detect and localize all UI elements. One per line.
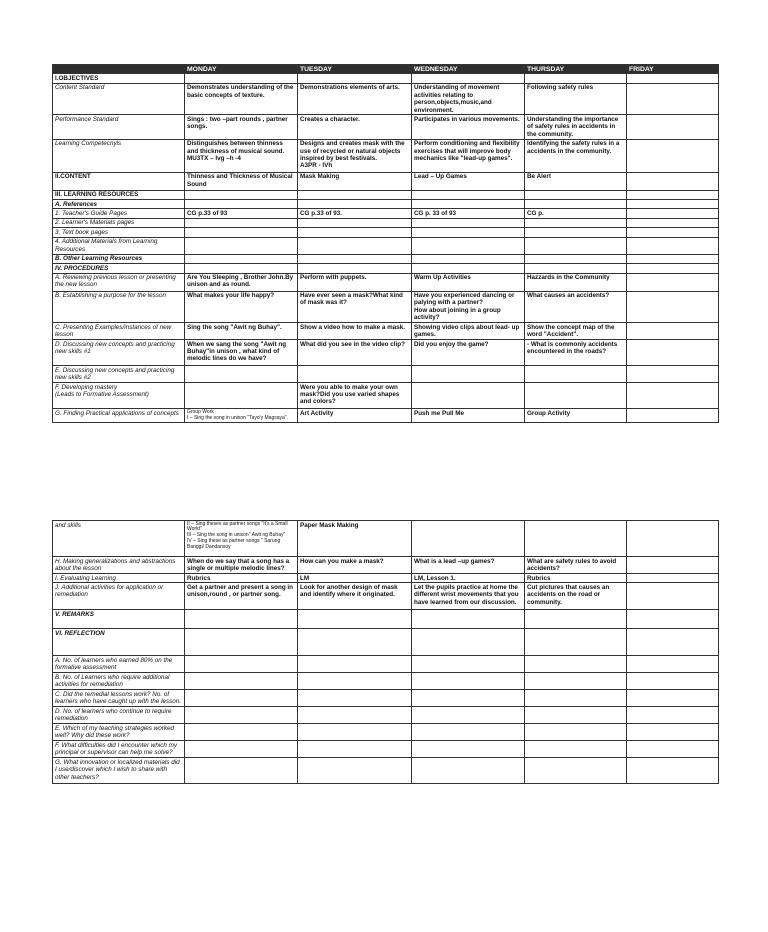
cell: Push me Pull Me (412, 409, 525, 423)
cell: CG p. 33 of 93 (412, 209, 525, 218)
cell: Rubrics (525, 574, 627, 583)
table-row (53, 409, 719, 423)
section-procedures: IV. PROCEDURES (53, 264, 185, 273)
cell: Group Work I – Sing the song in unison "Tayo'y Magsaya". (185, 409, 298, 423)
section-objectives: I.OBJECTIVES (53, 74, 185, 83)
objectives-row (53, 74, 719, 83)
cell: Thinness and Thickness of Musical Sound (185, 172, 298, 190)
cell: What causes an accidents? (525, 291, 627, 323)
table-row (53, 139, 719, 172)
table-row (53, 218, 719, 227)
row-label: A. No. of learners who earned 80% on the formative assessment (53, 656, 185, 673)
cell: Hazzards in the Community (525, 273, 627, 291)
cell: II – Sing theses as partner songs "It's a Small World" III – Sing the song in unison" Awit ng Buhay" IV – Sing these as partner songs " Sarung Banggi/ Dandansoy (185, 521, 298, 557)
row-label: 4. Additional Materials from Learning Resources (53, 237, 185, 254)
cell: When we sang the song "Awit ng Buhay"in unison , what kind of melodic lines do we have? (185, 340, 298, 366)
section-references: A. References (53, 200, 185, 209)
section-other-resources: B. Other Learning Resources (53, 254, 185, 263)
cell: LM, Lesson 1. (412, 574, 525, 583)
cell: Creates a character. (298, 115, 412, 139)
cell: Be Alert (525, 172, 627, 190)
cell: Distinguishes between thinness and thickness of musical sound. MU3TX – Ivg –h -4 (185, 139, 298, 172)
table-row (53, 264, 719, 273)
cell (627, 115, 719, 139)
cell (412, 383, 525, 409)
day-header-row (53, 65, 719, 74)
row-label: C. Did the remedial lessons work? No. of learners who have caught up with the lesson. (53, 690, 185, 707)
row-label: and skills (53, 521, 185, 557)
cell (627, 323, 719, 340)
cell: Sing the song "Awit ng Buhay". (185, 323, 298, 340)
section-remarks: V. REMARKS (53, 610, 185, 629)
row-label: Content Standard (53, 83, 185, 115)
table-row (53, 707, 719, 724)
row-label: E. Which of my teaching strategies worked well? Why did these work? (53, 724, 185, 741)
table-row (53, 83, 719, 115)
table-row (53, 758, 719, 784)
cell: Lead – Up Games (412, 172, 525, 190)
cell: What is a lead –up games? (412, 557, 525, 574)
cell: Demonstrates understanding of the basic concepts of texture. (185, 83, 298, 115)
table-row (53, 254, 719, 263)
cell (185, 383, 298, 409)
header-tuesday: TUESDAY (298, 65, 412, 74)
cell (627, 383, 719, 409)
cell: Understanding of movement activities relating to person,objects,music,and environment. (412, 83, 525, 115)
row-label: E. Discussing new concepts and practicing new skills #2 (53, 366, 185, 383)
row-label: 2. Learner's Materials pages (53, 218, 185, 227)
row-label: II.CONTENT (53, 172, 185, 190)
row-label: H. Making generalizations and abstractions about the lesson (53, 557, 185, 574)
cell: How can you make a mask? (298, 557, 412, 574)
table-row (53, 610, 719, 629)
cell: CG p. (525, 209, 627, 218)
table-row (53, 583, 719, 610)
row-label: F. What difficulties did I encounter which my principal or supervisor can help me solve? (53, 741, 185, 758)
table-row (53, 209, 719, 218)
row-label: G. Finding Practical applications of concepts (53, 409, 185, 423)
cell: Cut pictures that causes an accidents on the road or community. (525, 583, 627, 610)
cell: When do we say that a song has a single or multiple melodic lines? (185, 557, 298, 574)
table-row (53, 228, 719, 237)
cell (627, 291, 719, 323)
cell: Understanding the importance of safety rules in accidents in the community. (525, 115, 627, 139)
section-resources: III. LEARNING RESOURCES (53, 190, 185, 199)
cell: Let the pupils practice at home the different wrist movements that you have learned from our discussion. (412, 583, 525, 610)
table-row (53, 115, 719, 139)
table-row (53, 574, 719, 583)
cell: Show a video how to make a mask. (298, 323, 412, 340)
header-thursday: THURSDAY (525, 65, 627, 74)
row-label: 1. Teacher's Guide Pages (53, 209, 185, 218)
table-row (53, 273, 719, 291)
row-label: B. Establishing a purpose for the lesson (53, 291, 185, 323)
row-label: 3. Text book pages (53, 228, 185, 237)
row-label: I. Evaluating Learning (53, 574, 185, 583)
cell: CG p.33 of 93. (298, 209, 412, 218)
cell: Demonstrations elements of arts. (298, 83, 412, 115)
row-label: A. Reviewing previous lesson or presenting the new lesson (53, 273, 185, 291)
table-row (53, 323, 719, 340)
cell: Were you able to make your own mask?Did you use varied shapes and colors? (298, 383, 412, 409)
table-row (53, 172, 719, 190)
cell: Have ever seen a mask?What kind of mask was it? (298, 291, 412, 323)
cell: Showing video clips about lead- up games. (412, 323, 525, 340)
row-label: C. Presenting Examples/instances of new lesson (53, 323, 185, 340)
table-row (53, 237, 719, 254)
table-row (53, 340, 719, 366)
cell: What did you see in the video clip? (298, 340, 412, 366)
dll-table-page2 (52, 520, 719, 784)
table-row (53, 557, 719, 574)
cell (627, 557, 719, 574)
cell: Designs and creates mask with the use of recycled or natural objects inspired by best festivals. A3PR - IVh (298, 139, 412, 172)
table-row (53, 741, 719, 758)
cell: Show the concept map of the word "Accident". (525, 323, 627, 340)
cell (627, 139, 719, 172)
cell: Get a partner and present a song in unison,round , or partner song. (185, 583, 298, 610)
cell: What are safety rules to avoid accidents? (525, 557, 627, 574)
table-row (53, 291, 719, 323)
row-label: Learning Competecnyls (53, 139, 185, 172)
cell: Participates in various movements. (412, 115, 525, 139)
cell: Look for another design of mask and identify where it originated. (298, 583, 412, 610)
cell: What makes your life happy? (185, 291, 298, 323)
cell: Sings : two –part rounds , partner songs. (185, 115, 298, 139)
cell: Identifying the safety rules in a accidents in the community. (525, 139, 627, 172)
header-friday: FRIDAY (627, 65, 719, 74)
row-label: F. Developing mastery (Leads to Formative Assessment) (53, 383, 185, 409)
row-label: D. Discussing new concepts and practicing new skills #1 (53, 340, 185, 366)
cell: Mask Making (298, 172, 412, 190)
table-row (53, 656, 719, 673)
cell: Group Activity (525, 409, 627, 423)
cell: CG p.33 of 93 (185, 209, 298, 218)
cell (627, 273, 719, 291)
table-row (53, 190, 719, 199)
cell (627, 172, 719, 190)
cell: Art Activity (298, 409, 412, 423)
row-label: G. What innovation or localized materials did I use/discover which I wish to share with other teachers? (53, 758, 185, 784)
cell: Did you enjoy the game? (412, 340, 525, 366)
dll-table-page1 (52, 64, 719, 423)
table-row (53, 673, 719, 690)
cell (627, 574, 719, 583)
row-label: J. Additional activities for application or remediation (53, 583, 185, 610)
table-row (53, 383, 719, 409)
table-row (53, 521, 719, 557)
cell: Rubrics (185, 574, 298, 583)
cell (627, 409, 719, 423)
table-row (53, 690, 719, 707)
cell (525, 383, 627, 409)
cell (627, 340, 719, 366)
cell: Perform with puppets. (298, 273, 412, 291)
header-wednesday: WEDNESDAY (412, 65, 525, 74)
table-row (53, 724, 719, 741)
cell: Warm Up Activities (412, 273, 525, 291)
cell: Have you experienced dancing or palying with a partner? How about joining in a group activity? (412, 291, 525, 323)
table-row (53, 629, 719, 656)
cell: Paper Mask Making (298, 521, 412, 557)
table-row (53, 200, 719, 209)
cell: Perform conditioning and flexibility exercises that will improve body mechanics like "lead-up games". (412, 139, 525, 172)
row-label: Performance Standard (53, 115, 185, 139)
cell: Are You Sleeping , Brother John.By unison and as round. (185, 273, 298, 291)
row-label: D. No. of learners who continue to require remediation (53, 707, 185, 724)
cell (627, 583, 719, 610)
header-monday: MONDAY (185, 65, 298, 74)
cell (627, 209, 719, 218)
row-label: B. No. of Learners who require additional activities for remediation (53, 673, 185, 690)
cell: LM (298, 574, 412, 583)
header-blank (53, 65, 185, 74)
cell (627, 83, 719, 115)
section-reflection: VI. REFLECTION (53, 629, 185, 656)
table-row (53, 366, 719, 383)
cell: Following safety rules (525, 83, 627, 115)
cell: - What is commonly accidents encountered in the roads? (525, 340, 627, 366)
